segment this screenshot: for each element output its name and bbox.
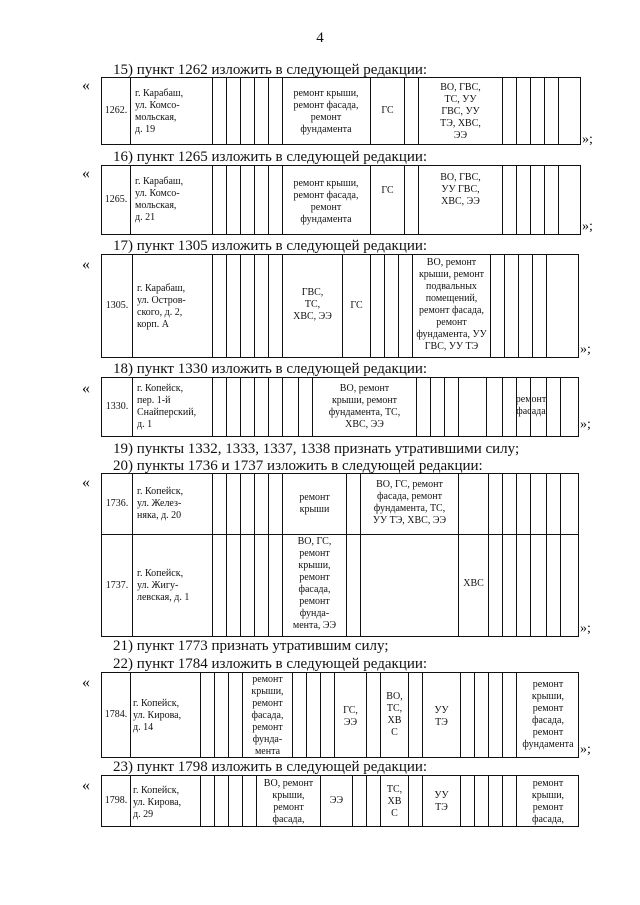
open-quote: « bbox=[82, 77, 90, 94]
item-23-header: 23) пункт 1798 изложить в следующей редакции: bbox=[113, 759, 428, 775]
works-cell: ремонт крыши, ремонт фасада, ремонт фундамента bbox=[293, 88, 359, 135]
row-number: 1305. bbox=[105, 300, 129, 311]
item-20-header: 20) пункты 1736 и 1737 изложить в следующей редакции: bbox=[113, 458, 483, 474]
item-21-line: 21) пункт 1773 признать утратившим силу; bbox=[113, 638, 389, 654]
works-cell: ремонт крыши, ремонт фасада, ремонт фунда- мента bbox=[251, 674, 284, 757]
close-quote: »; bbox=[580, 742, 591, 757]
close-quote: »; bbox=[580, 621, 591, 636]
item-19-line: 19) пункты 1332, 1333, 1337, 1338 признать утратившими силу; bbox=[113, 441, 520, 457]
metering-cell: УУ ТЭ bbox=[434, 705, 449, 728]
row-number: 1784. bbox=[104, 709, 128, 720]
open-quote: « bbox=[82, 777, 90, 794]
row-number: 1798. bbox=[104, 795, 128, 806]
gs-cell: ГС bbox=[350, 300, 363, 311]
services-cell: ВО, ГВС, ТС, УУ ГВС, УУ ТЭ, ХВС, ЭЭ bbox=[440, 82, 481, 141]
table-item-17 bbox=[101, 254, 579, 358]
item-22-header: 22) пункт 1784 изложить в следующей редакции: bbox=[113, 656, 428, 672]
works-cell: ВО, ремонт крыши, ремонт подвальных помещений, ремонт фасада, ремонт фундамента, УУ ГВС, УУ ТЭ bbox=[416, 257, 487, 352]
works-cell-2: ремонт крыши, ремонт фасада, ремонт фундамента bbox=[522, 679, 574, 750]
services-cell: ВО, ГС, ремонт фасада, ремонт фундамента, ТС, УУ ТЭ, ХВС, ЭЭ bbox=[372, 479, 447, 526]
table-item-15 bbox=[101, 77, 581, 145]
close-quote: »; bbox=[580, 417, 591, 432]
open-quote: « bbox=[82, 256, 90, 273]
services-cell: ВО, ремонт крыши, ремонт фундамента, ТС, ХВС, ЭЭ bbox=[328, 383, 401, 430]
close-quote: »; bbox=[582, 132, 593, 147]
gs-cell: ГС bbox=[381, 105, 394, 116]
open-quote: « bbox=[82, 165, 90, 182]
address-cell: г. Копейск, ул. Кирова, д. 29 bbox=[133, 785, 182, 820]
table-item-18 bbox=[101, 377, 579, 437]
works-cell-2: ремонт крыши, ремонт фасада, bbox=[531, 778, 565, 825]
services-cell-a: ГВС, ТС, ХВС, ЭЭ bbox=[293, 287, 332, 322]
address-cell: г. Копейск, ул. Жигу- левская, д. 1 bbox=[137, 568, 190, 603]
row-number: 1737. bbox=[105, 579, 129, 591]
works-cell: ремонт крыши bbox=[299, 492, 330, 515]
open-quote: « bbox=[82, 474, 90, 491]
works-cell: ВО, ремонт крыши, ремонт фасада, bbox=[263, 778, 314, 825]
close-quote: »; bbox=[582, 219, 593, 234]
works-cell: ремонт фасада bbox=[515, 394, 547, 417]
address-cell: г. Копейск, пер. 1-й Снайперский, д. 1 bbox=[137, 383, 197, 430]
item-16-header: 16) пункт 1265 изложить в следующей редакции: bbox=[113, 149, 428, 165]
table-item-22 bbox=[101, 672, 579, 758]
metering-cell: УУ ТЭ bbox=[434, 790, 449, 813]
address-cell: г. Карабаш, ул. Комсо- мольская, д. 19 bbox=[135, 88, 184, 135]
item-18-header: 18) пункт 1330 изложить в следующей редакции: bbox=[113, 361, 428, 377]
address-cell: г. Копейск, ул. Желез- няка, д. 20 bbox=[137, 486, 184, 521]
services-cell: ВО, ГВС, УУ ГВС, ХВС, ЭЭ bbox=[440, 172, 481, 207]
item-17-header: 17) пункт 1305 изложить в следующей редакции: bbox=[113, 238, 428, 254]
open-quote: « bbox=[82, 380, 90, 397]
address-cell: г. Копейск, ул. Кирова, д. 14 bbox=[133, 698, 182, 733]
row-number: 1736. bbox=[105, 498, 129, 509]
table-item-16 bbox=[101, 165, 581, 235]
address-cell: г. Карабаш, ул. Комсо- мольская, д. 21 bbox=[135, 176, 184, 223]
services-cell: ВО, ТС, ХВ С bbox=[386, 691, 403, 738]
row-number: 1262. bbox=[104, 105, 128, 116]
address-cell: г. Карабаш, ул. Остров- ского, д. 2, корп. А bbox=[137, 283, 186, 330]
works-cell: ремонт крыши, ремонт фасада, ремонт фундамента bbox=[293, 178, 359, 225]
gs-cell: ГС bbox=[381, 185, 394, 196]
works-cell: ВО, ГС, ремонт крыши, ремонт фасада, ремонт фунда- мента, ЭЭ bbox=[292, 536, 337, 631]
ee-cell: ЭЭ bbox=[329, 795, 344, 806]
close-quote: »; bbox=[580, 342, 591, 357]
table-item-20 bbox=[101, 473, 579, 637]
gs-cell: ГС, ЭЭ bbox=[343, 705, 358, 728]
row-number: 1330. bbox=[105, 401, 129, 412]
table-item-23 bbox=[101, 775, 579, 827]
row-number: 1265. bbox=[104, 194, 128, 205]
item-15-header: 15) пункт 1262 изложить в следующей редакции: bbox=[113, 62, 428, 78]
page-number: 4 bbox=[316, 30, 324, 46]
open-quote: « bbox=[82, 674, 90, 691]
services-cell: ТС, ХВ С bbox=[386, 784, 403, 819]
xvs-cell: ХВС bbox=[463, 578, 484, 589]
